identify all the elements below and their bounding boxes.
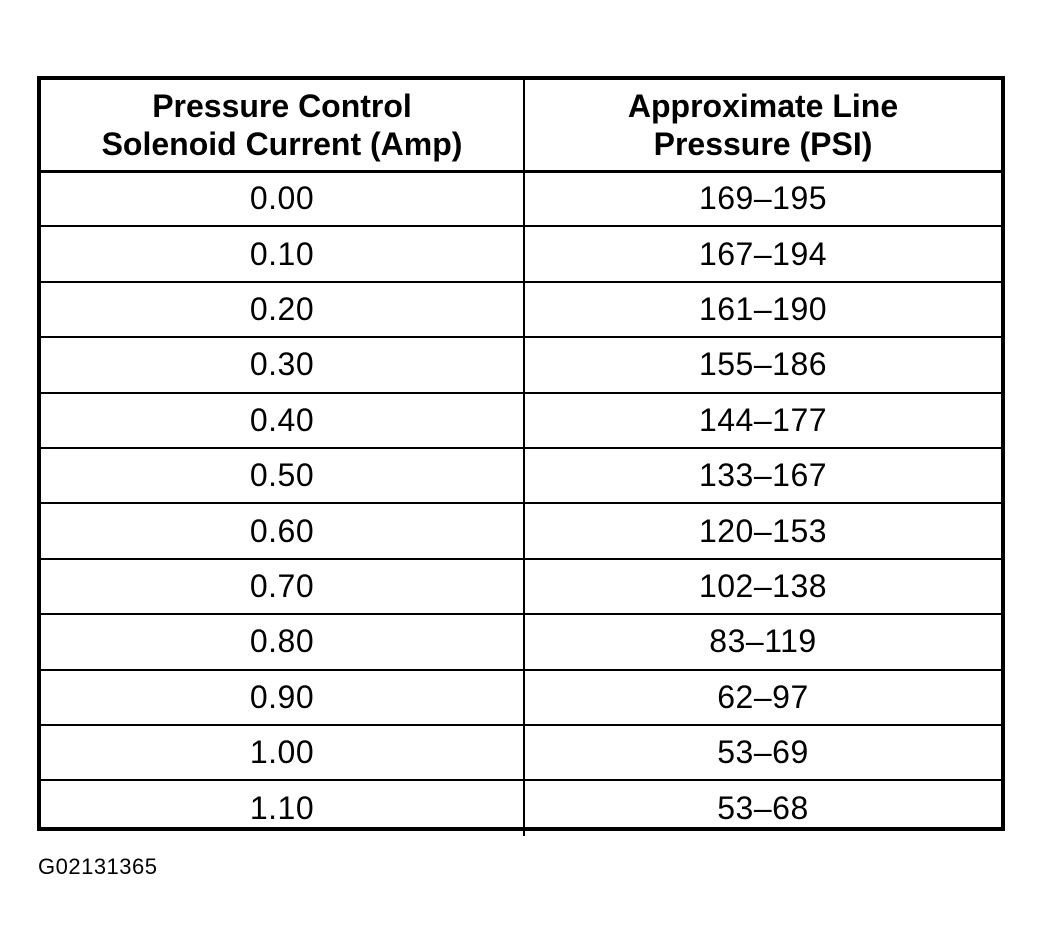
current-cell: 0.60 — [41, 503, 524, 558]
table-row — [41, 614, 1001, 669]
table-row — [41, 780, 1001, 835]
table-row — [41, 337, 1001, 392]
table-row — [41, 226, 1001, 281]
header-line-pressure — [524, 80, 1001, 171]
figure-id-label: G02131365 — [38, 854, 158, 879]
table-row — [41, 171, 1001, 226]
pressure-cell: 83–119 — [524, 614, 1001, 669]
pressure-cell: 53–68 — [524, 780, 1001, 835]
table-row — [41, 670, 1001, 725]
header-solenoid-current-line-2: Solenoid Current (Amp) — [101, 125, 463, 162]
pressure-cell: 53–69 — [524, 725, 1001, 780]
current-cell: 0.20 — [41, 282, 524, 337]
pressure-table-frame — [37, 76, 1005, 831]
current-cell: 0.70 — [41, 559, 524, 614]
table-row — [41, 393, 1001, 448]
pressure-cell: 144–177 — [524, 393, 1001, 448]
pressure-cell: 155–186 — [524, 337, 1001, 392]
pressure-cell: 169–195 — [524, 171, 1001, 226]
current-cell: 0.40 — [41, 393, 524, 448]
pressure-cell: 102–138 — [524, 559, 1001, 614]
header-line-pressure-line-2: Pressure (PSI) — [653, 125, 873, 162]
current-cell: 1.00 — [41, 725, 524, 780]
pressure-cell: 167–194 — [524, 226, 1001, 281]
header-line-pressure-line-1: Approximate Line — [627, 87, 899, 124]
current-cell: 0.80 — [41, 614, 524, 669]
pressure-cell: 62–97 — [524, 670, 1001, 725]
pressure-cell: 161–190 — [524, 282, 1001, 337]
current-cell: 0.30 — [41, 337, 524, 392]
table-row — [41, 559, 1001, 614]
current-cell: 0.00 — [249, 180, 315, 217]
header-solenoid-current-line-1: Pressure Control — [152, 87, 412, 124]
current-cell: 0.50 — [41, 448, 524, 503]
pressure-cell: 120–153 — [524, 503, 1001, 558]
current-cell: 0.10 — [41, 226, 524, 281]
current-cell: 0.90 — [41, 670, 524, 725]
current-cell: 1.10 — [41, 780, 524, 835]
table-row — [41, 448, 1001, 503]
table-row — [41, 503, 1001, 558]
pressure-cell: 133–167 — [524, 448, 1001, 503]
table-row — [41, 725, 1001, 780]
table-header-row — [41, 80, 1001, 171]
header-solenoid-current — [41, 80, 524, 171]
pressure-table — [41, 80, 1001, 836]
table-row — [41, 282, 1001, 337]
